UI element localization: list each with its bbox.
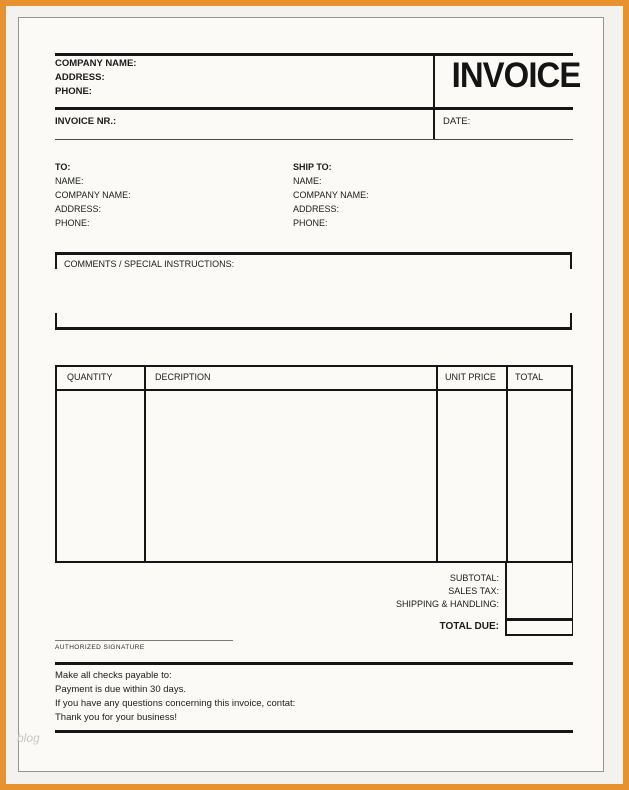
footer-line-questions: If you have any questions concerning this invoice, contat: [55,698,296,709]
table-divider-unitprice [506,367,508,561]
table-header-rule [57,389,571,391]
header-vertical-divider [433,53,435,139]
bill-to-heading: TO: [55,162,71,172]
bill-to-phone-label: PHONE: [55,218,90,228]
total-cells-area[interactable] [509,393,569,557]
col-header-description: DECRIPTION [155,372,211,382]
quantity-cells-area[interactable] [59,393,142,557]
invoice-title: INVOICE [451,56,581,95]
total-due-box-bottom-rule [505,634,573,637]
shipping-handling-label: SHIPPING & HANDLING: [395,599,499,609]
date-label: DATE: [443,116,471,127]
items-table [55,365,573,563]
bill-to-input-area[interactable] [129,174,279,230]
ship-to-phone-label: PHONE: [293,218,328,228]
bill-to-address-label: ADDRESS: [55,204,102,214]
company-info-input-area[interactable] [149,57,429,99]
col-header-unit-price: UNIT PRICE [445,372,496,382]
unit-price-cells-area[interactable] [439,393,504,557]
totals-values-input-area[interactable] [508,566,570,618]
watermark: blog [17,731,40,745]
company-address-label: ADDRESS: [55,72,105,83]
footer-top-rule [55,662,573,665]
total-due-label: TOTAL DUE: [439,621,499,632]
description-cells-area[interactable] [147,393,434,557]
invoice-document [18,17,604,772]
footer-line-checks: Make all checks payable to: [55,670,172,681]
authorized-signature-label: AUTHORIZED SIGNATURE [55,644,145,651]
company-name-label: COMPANY NAME: [55,58,137,69]
ship-to-name-label: NAME: [293,176,322,186]
bill-to-company-label: COMPANY NAME: [55,190,131,200]
comments-bottom-bracket [55,313,572,330]
header-bottom-rule [55,139,573,140]
company-phone-label: PHONE: [55,86,92,97]
col-header-total: TOTAL [515,372,544,382]
invoice-nr-label: INVOICE NR.: [55,116,117,127]
date-input-area[interactable] [479,115,569,131]
total-due-input-area[interactable] [508,621,570,634]
ship-to-company-label: COMPANY NAME: [293,190,369,200]
comments-label: COMMENTS / SPECIAL INSTRUCTIONS: [64,259,235,269]
col-header-quantity: QUANTITY [67,372,113,382]
comments-input-area[interactable] [59,270,564,312]
ship-to-heading: SHIP TO: [293,162,332,172]
sales-tax-label: SALES TAX: [448,586,499,596]
subtotal-label: SUBTOTAL: [449,573,499,583]
table-divider-quantity [144,367,146,561]
totals-left-rule [505,563,507,636]
bill-to-name-label: NAME: [55,176,84,186]
footer-line-thanks: Thank you for your business! [55,712,177,723]
invoice-nr-input-area[interactable] [129,115,419,131]
ship-to-address-label: ADDRESS: [293,204,340,214]
ship-to-input-area[interactable] [369,174,549,230]
footer-bottom-rule [55,730,573,733]
footer-line-payment: Payment is due within 30 days. [55,684,186,695]
signature-line[interactable] [55,640,233,641]
totals-right-rule [572,563,574,636]
header-mid-rule [55,107,573,110]
table-divider-description [436,367,438,561]
